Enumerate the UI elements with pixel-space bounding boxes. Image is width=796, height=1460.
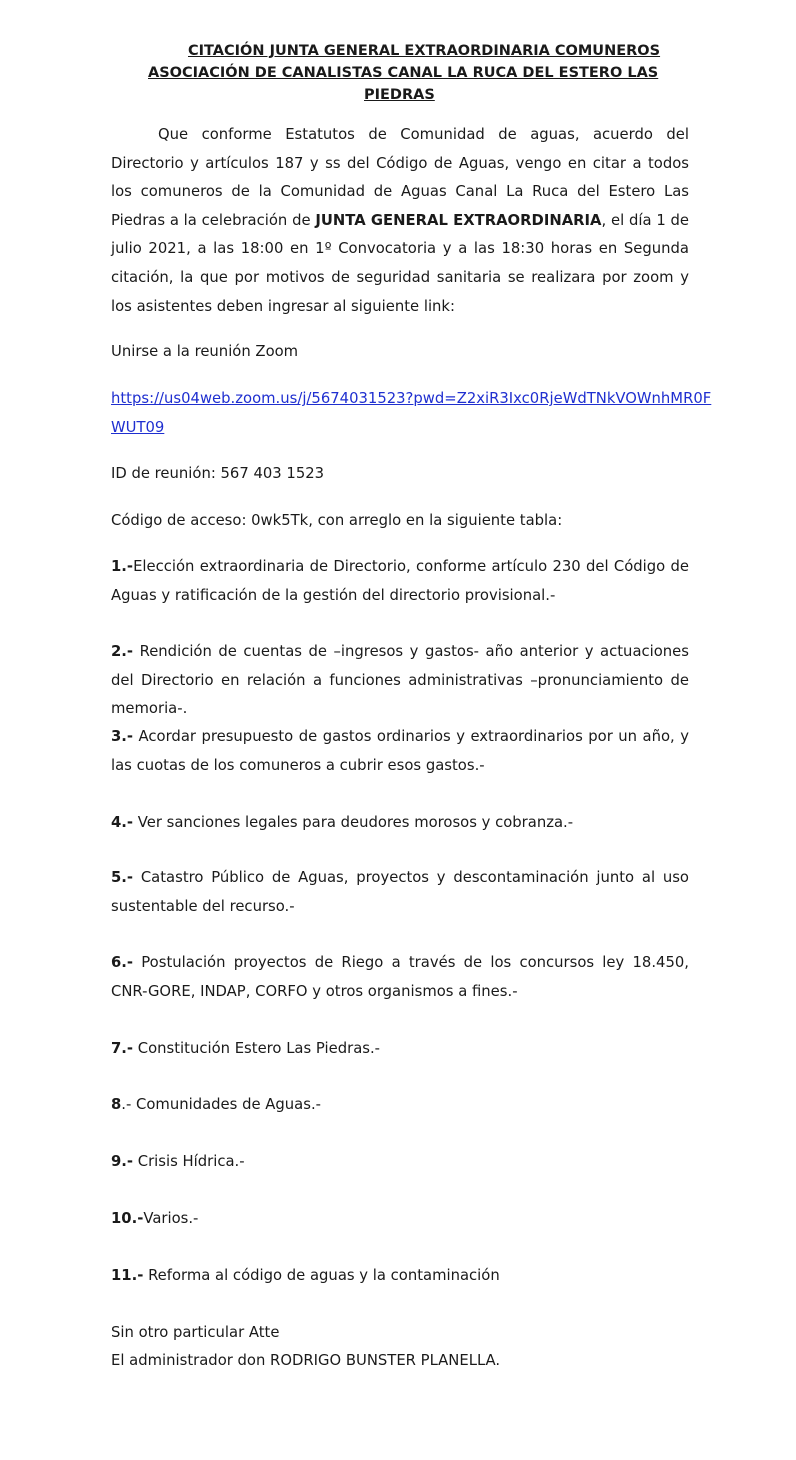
intro-text-a: Que conforme Estatutos de Comunidad de aguas, acuerdo del Directorio y artículos 187 y ss del Código de Aguas, vengo en citar a todos los comuneros de la Comunidad de Aguas Canal La Ruca del Estero Las Piedras a la celebración de	[111, 126, 689, 229]
zoom-link-line-1[interactable]: https://us04web.zoom.us/j/5674031523?pwd=Z2xiR3Ixc0RjeWdTNkVOWnhMR0F	[111, 390, 712, 407]
document-title	[110, 40, 690, 106]
agenda-item-text: Acordar presupuesto de gastos ordinarios y extraordinarios por un año, y las cuotas de los comuneros a cubrir esos gastos.-	[111, 728, 689, 774]
agenda-item-text: Varios.-	[143, 1210, 199, 1227]
agenda-item-text: Ver sanciones legales para deudores morosos y cobranza.-	[133, 814, 574, 831]
zoom-join-label: Unirse a la reunión Zoom	[111, 343, 299, 360]
agenda-item-number: 5.-	[111, 869, 134, 886]
signature-line: El administrador don RODRIGO BUNSTER PLANELLA.	[111, 1352, 501, 1369]
agenda-item-number: 11.-	[111, 1267, 144, 1284]
agenda-item-text: Reforma al código de aguas y la contaminación	[143, 1267, 500, 1284]
agenda-item-number: 8	[111, 1096, 122, 1113]
agenda-item	[111, 553, 689, 610]
zoom-link-line-2[interactable]: WUT09	[111, 418, 165, 436]
agenda-item-number: 3.-	[111, 728, 134, 745]
intro-paragraph	[111, 121, 689, 321]
agenda-item	[111, 1148, 689, 1177]
agenda-item-number: 1.-	[111, 558, 134, 575]
agenda-item-number: 6.-	[111, 954, 134, 971]
agenda-item	[111, 864, 689, 921]
agenda-item	[111, 1205, 689, 1234]
agenda-item	[111, 638, 689, 724]
access-code: Código de acceso: 0wk5Tk, con arreglo en la siguiente tabla:	[111, 512, 563, 529]
intro-text-b: , el día 1 de julio 2021, a las 18:00 en 1º Convocatoria y a las 18:30 horas en Segunda citación, la que por motivos de seguridad sanitaria se realizara por zoom y los asistentes deben ingresar al siguiente link:	[111, 211, 690, 315]
agenda-item	[111, 1262, 689, 1291]
agenda-item-text: Rendición de cuentas de –ingresos y gastos- año anterior y actuaciones del Directorio en relación a funciones administrativas –pronunciamiento de memoria-.	[111, 643, 689, 718]
intro-bold-text: JUNTA GENERAL EXTRAORDINARIA	[315, 211, 602, 229]
agenda-item	[111, 1035, 689, 1064]
agenda-item-text: .- Comunidades de Aguas.-	[121, 1096, 321, 1113]
agenda-item	[111, 1091, 689, 1120]
title-line-3: PIEDRAS	[364, 87, 435, 103]
agenda-item-number: 7.-	[111, 1040, 134, 1057]
agenda-item	[111, 723, 689, 780]
agenda-item-text: Constitución Estero Las Piedras.-	[133, 1040, 381, 1057]
title-line-1: CITACIÓN JUNTA GENERAL EXTRAORDINARIA COMUNEROS	[188, 43, 661, 59]
agenda-item-text: Elección extraordinaria de Directorio, conforme artículo 230 del Código de Aguas y ratificación de la gestión del directorio provisional.-	[111, 558, 689, 604]
title-line-2: ASOCIACIÓN DE CANALISTAS CANAL LA RUCA DEL ESTERO LAS	[148, 65, 659, 81]
agenda-item-text: Catastro Público de Aguas, proyectos y descontaminación junto al uso sustentable del recurso.-	[111, 869, 689, 915]
closing-greeting: Sin otro particular Atte	[111, 1324, 280, 1341]
agenda-item-number: 9.-	[111, 1153, 134, 1170]
meeting-id: ID de reunión: 567 403 1523	[111, 465, 325, 482]
agenda-item-number: 2.-	[111, 643, 134, 660]
agenda-item	[111, 949, 689, 1006]
zoom-link[interactable]	[111, 385, 712, 442]
agenda-item-number: 10.-	[111, 1210, 144, 1227]
agenda-item-number: 4.-	[111, 814, 134, 831]
agenda-item-text: Postulación proyectos de Riego a través de los concursos ley 18.450, CNR-GORE, INDAP, CORFO y otros organismos a fines.-	[111, 954, 689, 1000]
agenda-item-text: Crisis Hídrica.-	[133, 1153, 245, 1170]
agenda-item	[111, 809, 689, 838]
